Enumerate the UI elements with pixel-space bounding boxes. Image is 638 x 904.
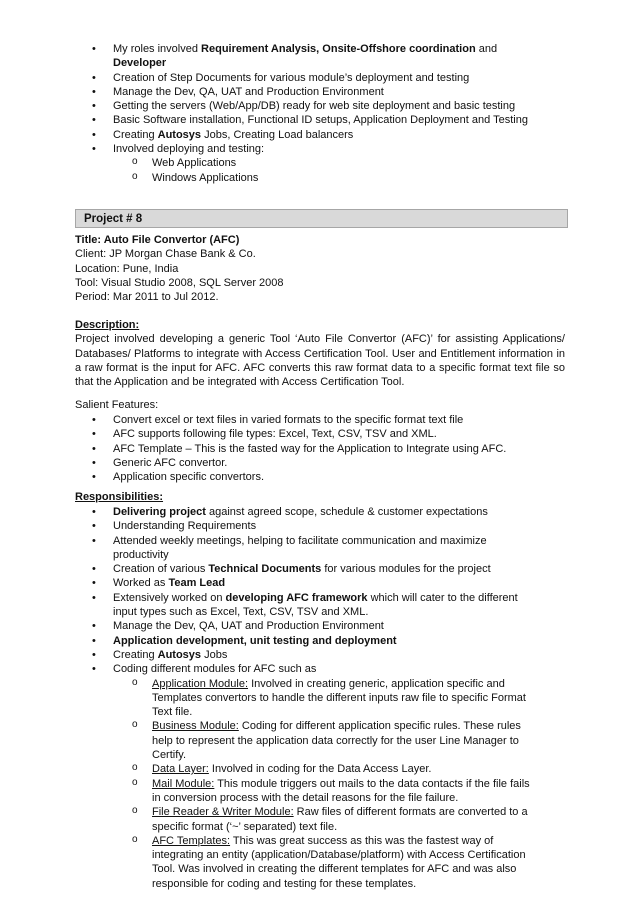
list-item: • Involved deploying and testing: [0, 142, 638, 156]
responsibilities-list [0, 505, 600, 677]
list-item: • AFC supports following file types: Excel, Text, CSV, TSV and XML. [0, 427, 600, 441]
deploy-sublist [0, 156, 638, 185]
list-item: • Basic Software installation, Functional ID setups, Application Deployment and Testing [0, 113, 638, 127]
responsibilities-heading-wrap [75, 490, 565, 504]
list-item: • Manage the Dev, QA, UAT and Production Environment [0, 85, 638, 99]
list-item: • Creation of various Technical Documents for various modules for the project [0, 562, 600, 576]
list-item: • Convert excel or text files in varied formats to the specific format text file [0, 413, 600, 427]
sub-list-item: o Windows Applications [0, 171, 638, 185]
salient-heading: Salient Features: [75, 399, 159, 411]
project-period: Period: Mar 2011 to Jul 2012. [75, 291, 219, 304]
project-heading: Project # 8 [84, 213, 143, 225]
module-item: o Application Module: Involved in creating generic, application specific and Templates convertors to handle the different inputs raw file to specific Format Text file. [0, 677, 600, 720]
description-section [75, 318, 565, 389]
description-heading: Description: [75, 319, 140, 331]
salient-heading-wrap [75, 398, 565, 412]
list-item: • Understanding Requirements [0, 519, 600, 533]
responsibilities-heading: Responsibilities: [75, 491, 164, 503]
list-item: • Application specific convertors. [0, 470, 600, 484]
list-item: • Coding different modules for AFC such as [0, 662, 600, 676]
module-item: o Mail Module: This module triggers out mails to the data contacts if the file fails in conversion process with the detail reasons for the file failure. [0, 777, 600, 806]
modules-sublist [0, 677, 600, 891]
list-item: • Extensively worked on developing AFC framework which will cater to the different input types such as Excel, Text, CSV, TSV and XML. [0, 591, 600, 620]
list-item: • Generic AFC convertor. [0, 456, 600, 470]
project-info [75, 233, 565, 304]
module-item: o Data Layer: Involved in coding for the Data Access Layer. [0, 762, 600, 776]
project-client: Client: JP Morgan Chase Bank & Co. [75, 248, 256, 261]
project-tool: Tool: Visual Studio 2008, SQL Server 2008 [75, 276, 284, 289]
module-item: o Business Module: Coding for different application specific rules. These rules help to represent the application data correctly for the user Line Manager to Certify. [0, 719, 600, 762]
description-text: Project involved developing a generic Tool ‘Auto File Convertor (AFC)’ for assisting Applications/ Databases/ Platforms to integrate with Access Certification Tool. User and Entitlement information in a raw format is the input for AFC. AFC converts this raw format data to a specific format text file so that the Application and be integrated with Access Certification Tool. [75, 333, 565, 389]
roles-list [0, 42, 638, 156]
list-item: • AFC Template – This is the fasted way for the Application to Integrate using AFC. [0, 442, 600, 456]
list-item: • Creating Autosys Jobs, Creating Load balancers [0, 128, 638, 142]
salient-section [0, 413, 600, 484]
list-item: • Delivering project against agreed scope, schedule & customer expectations [0, 505, 600, 519]
list-item: • My roles involved Requirement Analysis, Onsite-Offshore coordination and Developer [0, 42, 638, 71]
module-item: o AFC Templates: This was great success as this was the fastest way of integrating an entity (application/Database/platform) with Access Certification Tool. Was involved in creating the different templates for AFC and was also responsible for coding and testing for these templates. [0, 834, 600, 891]
roles-section [0, 42, 638, 185]
project-heading-bar [75, 209, 568, 228]
list-item: • Getting the servers (Web/App/DB) ready for web site deployment and basic testing [0, 99, 638, 113]
list-item: • Worked as Team Lead [0, 576, 600, 590]
responsibilities-section [0, 505, 600, 891]
salient-list [0, 413, 600, 484]
list-item: • Attended weekly meetings, helping to facilitate communication and maximize productivity [0, 534, 600, 563]
list-item: • Creating Autosys Jobs [0, 648, 600, 662]
module-item: o File Reader & Writer Module: Raw files of different formats are converted to a specific format (‘~’ separated) text file. [0, 805, 600, 834]
sub-list-item: o Web Applications [0, 156, 638, 170]
project-location: Location: Pune, India [75, 262, 179, 275]
list-item: • Manage the Dev, QA, UAT and Production Environment [0, 619, 600, 633]
list-item: • Creation of Step Documents for various module’s deployment and testing [0, 71, 638, 85]
project-title: Title: Auto File Convertor (AFC) [75, 234, 240, 246]
list-item: • Application development, unit testing and deployment [0, 634, 600, 648]
